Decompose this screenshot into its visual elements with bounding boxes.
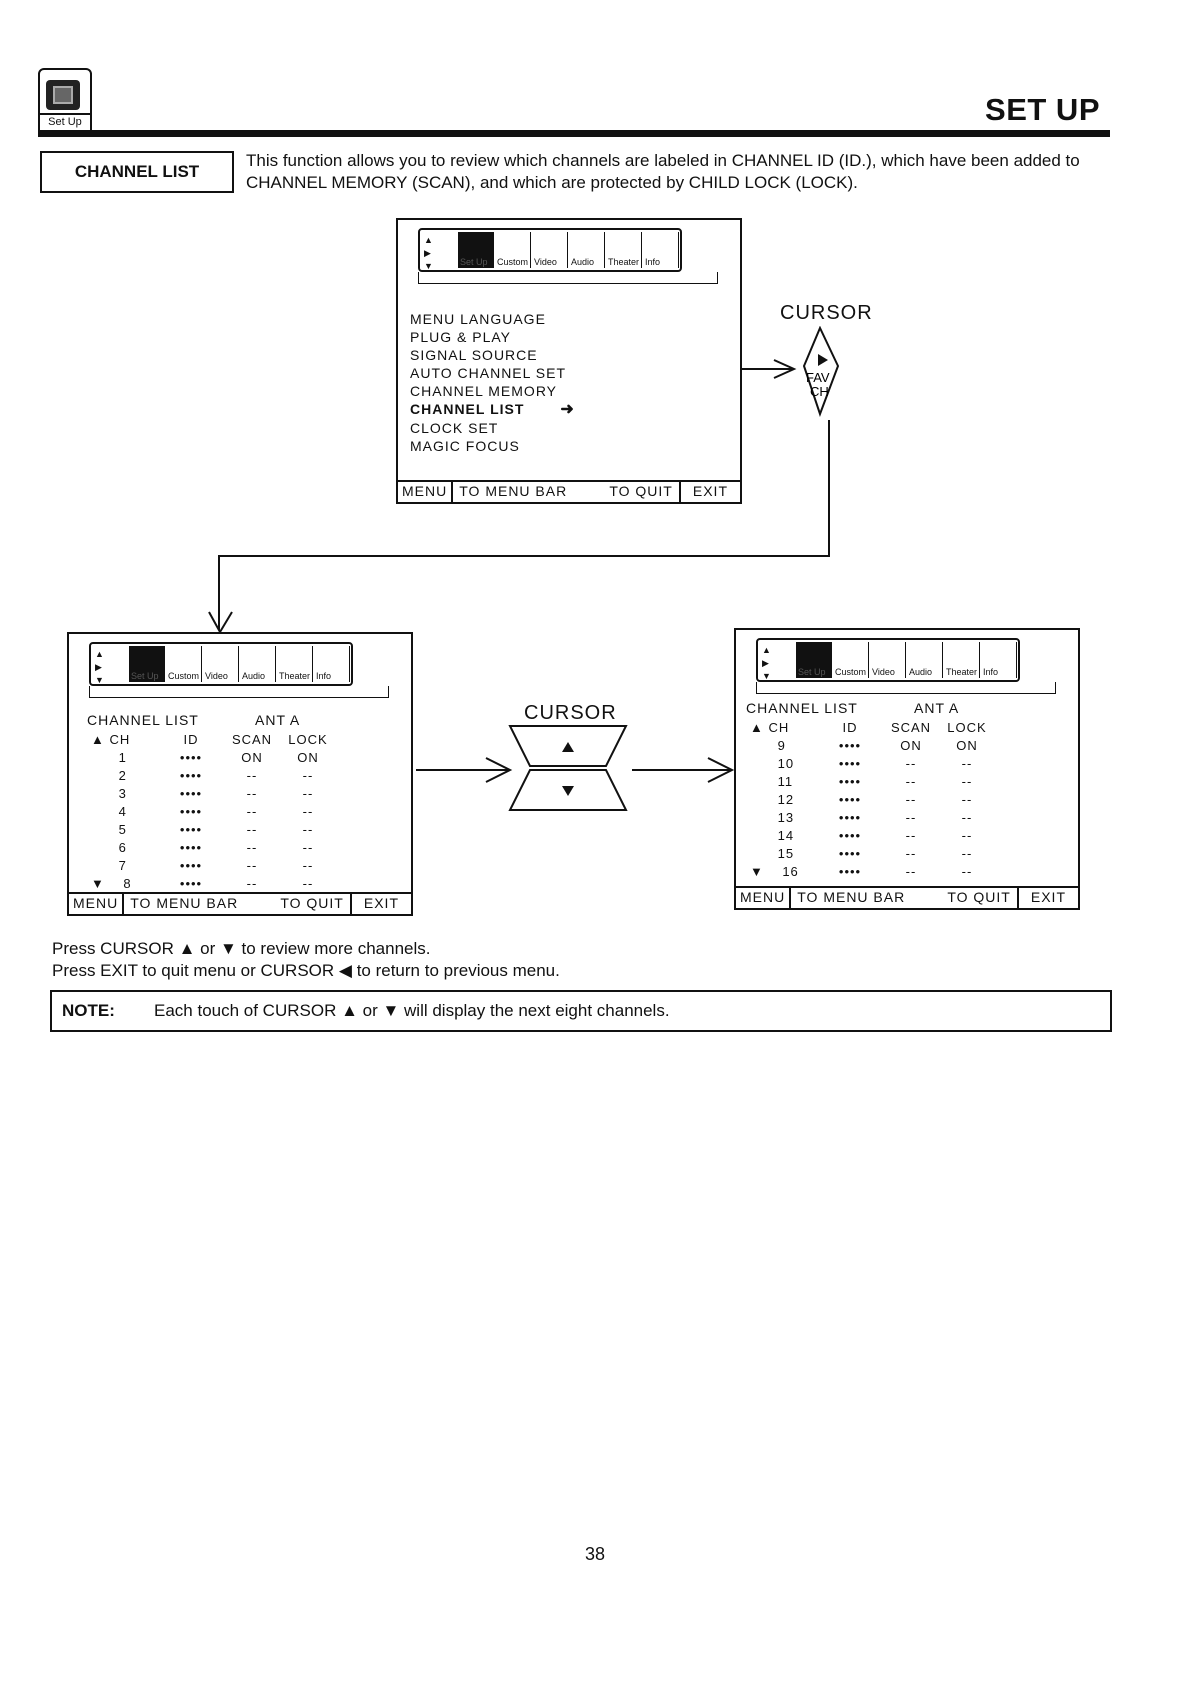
table-cell: -- <box>905 845 917 861</box>
table-cell: 3 <box>91 785 127 801</box>
section-description: This function allows you to review which channels are labeled in CHANNEL ID (ID.), which have been added to CHANNEL MEMORY (SCAN), and which are protected by CHILD LOCK (LOCK). <box>246 151 1080 192</box>
table-cell: •••• <box>179 875 203 891</box>
menu-bar-underline <box>418 272 718 284</box>
column-header: ID <box>183 731 199 747</box>
channel-list-title: CHANNEL LIST <box>746 700 858 716</box>
table-row <box>750 772 992 790</box>
cursor-fav-text: FAV <box>806 370 830 385</box>
menu-tab-label: Audio <box>242 671 266 681</box>
table-cell: -- <box>302 875 314 891</box>
status-to-menu-bar: TO MENU BAR <box>797 889 906 905</box>
menu-tab-label: Audio <box>909 667 933 677</box>
menu-tab-set-up[interactable] <box>129 646 165 682</box>
channel-list-antenna: ANT A <box>914 700 960 716</box>
main-menu-list <box>410 310 575 455</box>
menu-tab-label: Custom <box>168 671 200 681</box>
menu-tab-set-up[interactable] <box>796 642 832 678</box>
table-cell: -- <box>302 839 314 855</box>
status-to-quit: TO QUIT <box>947 889 1011 905</box>
table-cell: •••• <box>179 839 203 855</box>
status-exit: EXIT <box>692 483 728 499</box>
table-cell: 10 <box>750 755 795 771</box>
table-cell: -- <box>961 827 973 843</box>
section-label: CHANNEL LIST <box>40 151 234 193</box>
menu-tab-label: Set Up <box>798 667 826 677</box>
status-menu: MENU <box>736 888 791 908</box>
menu-tab-label: Video <box>872 667 895 677</box>
table-cell: •••• <box>838 827 862 843</box>
status-to-quit: TO QUIT <box>280 895 344 911</box>
table-cell: •••• <box>838 791 862 807</box>
menu-tab-theater[interactable] <box>606 232 642 268</box>
table-cell: -- <box>961 755 973 771</box>
osd-channel-list-2 <box>734 628 1080 910</box>
table-cell: -- <box>905 809 917 825</box>
status-to-menu-bar: TO MENU BAR <box>130 895 239 911</box>
table-row <box>91 838 333 856</box>
table-row <box>750 736 992 754</box>
note-label: NOTE: <box>62 1001 115 1020</box>
tv-screen-icon <box>46 80 80 110</box>
table-cell: -- <box>246 785 258 801</box>
table-row <box>91 874 333 892</box>
table-cell: -- <box>905 755 917 771</box>
page-number: 38 <box>584 1544 606 1564</box>
menu-tab-label: Info <box>983 667 999 677</box>
menu-item[interactable]: PLUG & PLAY <box>410 329 512 345</box>
table-row <box>750 808 992 826</box>
table-cell: 13 <box>750 809 795 825</box>
table-cell: 11 <box>750 773 794 789</box>
table-row <box>91 748 333 766</box>
table-cell: -- <box>246 857 258 873</box>
menu-icon-bar <box>756 638 1020 682</box>
instruction-line: Press EXIT to quit menu or CURSOR ◀ to return to previous menu. <box>52 961 560 980</box>
menu-tab-audio[interactable] <box>907 642 943 678</box>
menu-tab-video[interactable] <box>532 232 568 268</box>
table-cell: •••• <box>179 857 203 873</box>
table-row <box>750 754 992 772</box>
table-cell: 6 <box>91 839 127 855</box>
menu-tab-label: Theater <box>279 671 311 681</box>
table-cell: ON <box>900 737 922 753</box>
table-cell: -- <box>961 809 973 825</box>
menu-tab-info[interactable] <box>643 232 679 268</box>
table-cell: ON <box>956 737 978 753</box>
table-cell: •••• <box>838 809 862 825</box>
table-cell: ▼ 8 <box>91 875 132 891</box>
header-rule <box>38 130 1110 137</box>
table-cell: •••• <box>179 821 203 837</box>
table-cell: -- <box>961 863 973 879</box>
menu-tab-custom[interactable] <box>166 646 202 682</box>
menu-item[interactable]: SIGNAL SOURCE <box>410 347 538 363</box>
status-to-menu-bar: TO MENU BAR <box>459 483 568 499</box>
selected-arrow-icon: ➜ <box>560 401 575 418</box>
cursor-arrows-icon: ▲ ▶ ▼ <box>762 645 771 681</box>
channel-table <box>750 718 992 880</box>
table-cell: ON <box>297 749 319 765</box>
table-cell: •••• <box>179 785 203 801</box>
cursor-mid-label: CURSOR <box>524 702 617 724</box>
menu-tab-label: Info <box>645 257 661 267</box>
column-header: SCAN <box>231 731 273 747</box>
menu-tab-custom[interactable] <box>495 232 531 268</box>
menu-icon-bar <box>418 228 682 272</box>
table-cell: •••• <box>838 845 862 861</box>
channel-list-title: CHANNEL LIST <box>87 712 199 728</box>
table-cell: -- <box>246 803 258 819</box>
menu-tab-label: Theater <box>608 257 640 267</box>
cursor-arrows-icon: ▲ ▶ ▼ <box>424 235 433 271</box>
column-header: ▲ CH <box>91 731 131 747</box>
table-cell: •••• <box>179 749 203 765</box>
menu-status-bar <box>69 892 411 914</box>
table-row <box>750 862 992 880</box>
table-row <box>750 790 992 808</box>
status-menu: MENU <box>69 894 124 914</box>
status-to-quit: TO QUIT <box>609 483 673 499</box>
column-header: ID <box>842 719 858 735</box>
table-cell: -- <box>905 827 917 843</box>
menu-tab-label: Set Up <box>131 671 159 681</box>
table-cell: -- <box>905 773 917 789</box>
menu-tab-label: Video <box>534 257 557 267</box>
menu-item[interactable]: MENU LANGUAGE <box>410 311 546 327</box>
table-cell: -- <box>302 767 314 783</box>
instruction-line: Press CURSOR ▲ or ▼ to review more channels. <box>52 939 431 958</box>
menu-item[interactable]: AUTO CHANNEL SET <box>410 365 567 381</box>
table-cell: 1 <box>91 749 127 765</box>
table-cell: •••• <box>838 863 862 879</box>
table-cell: •••• <box>179 767 203 783</box>
column-header: SCAN <box>890 719 932 735</box>
menu-tab-theater[interactable] <box>944 642 980 678</box>
cursor-top-label: CURSOR <box>780 302 873 324</box>
table-row <box>91 766 333 784</box>
osd-channel-list-1 <box>67 632 413 916</box>
table-cell: •••• <box>838 755 862 771</box>
menu-item[interactable]: CHANNEL LIST ➜ <box>410 401 575 418</box>
menu-status-bar <box>736 886 1078 908</box>
menu-tab-label: Audio <box>571 257 595 267</box>
status-exit: EXIT <box>363 895 399 911</box>
setup-icon <box>38 68 92 132</box>
table-cell: 2 <box>91 767 127 783</box>
menu-tab-theater[interactable] <box>277 646 313 682</box>
menu-item[interactable]: CHANNEL MEMORY <box>410 383 558 399</box>
table-row <box>750 844 992 862</box>
menu-tab-audio[interactable] <box>569 232 605 268</box>
table-cell: -- <box>961 845 973 861</box>
column-header: LOCK <box>947 719 987 735</box>
osd-main-menu <box>396 218 742 504</box>
table-cell: -- <box>246 821 258 837</box>
menu-bar-underline <box>756 682 1056 694</box>
note-box <box>50 990 1112 1032</box>
column-header: ▲ CH <box>750 719 790 735</box>
table-cell: ON <box>241 749 263 765</box>
menu-status-bar <box>398 480 740 502</box>
cursor-up-down-icon[interactable] <box>506 722 630 814</box>
menu-item[interactable]: CLOCK SET <box>410 420 499 436</box>
menu-tab-label: Theater <box>946 667 978 677</box>
status-menu: MENU <box>398 482 453 502</box>
table-cell: -- <box>905 791 917 807</box>
menu-tab-label: Custom <box>835 667 867 677</box>
table-cell: -- <box>246 839 258 855</box>
table-cell: 5 <box>91 821 127 837</box>
cursor-arrows-icon: ▲ ▶ ▼ <box>95 649 104 685</box>
table-cell: -- <box>302 803 314 819</box>
cursor-fav-icon[interactable] <box>800 326 848 418</box>
table-cell: -- <box>246 875 258 891</box>
table-cell: -- <box>302 821 314 837</box>
menu-tab-info[interactable] <box>981 642 1017 678</box>
table-row <box>91 802 333 820</box>
channel-table <box>91 730 333 892</box>
note-text: Each touch of CURSOR ▲ or ▼ will display the next eight channels. <box>154 1001 670 1020</box>
menu-tab-label: Video <box>205 671 228 681</box>
menu-tab-custom[interactable] <box>833 642 869 678</box>
table-row <box>91 820 333 838</box>
menu-tab-info[interactable] <box>314 646 350 682</box>
table-cell: ▼ 16 <box>750 863 799 879</box>
table-cell: •••• <box>838 737 862 753</box>
table-row <box>750 826 992 844</box>
table-cell: 9 <box>750 737 786 753</box>
menu-tab-set-up[interactable] <box>458 232 494 268</box>
table-cell: •••• <box>179 803 203 819</box>
table-cell: -- <box>961 791 973 807</box>
table-cell: 4 <box>91 803 127 819</box>
menu-tab-label: Info <box>316 671 332 681</box>
channel-list-antenna: ANT A <box>255 712 301 728</box>
table-row <box>91 784 333 802</box>
table-cell: -- <box>961 773 973 789</box>
menu-tab-audio[interactable] <box>240 646 276 682</box>
cursor-ch-text: CH <box>810 384 829 399</box>
menu-icon-bar <box>89 642 353 686</box>
menu-tab-label: Custom <box>497 257 529 267</box>
menu-tab-video[interactable] <box>870 642 906 678</box>
menu-item[interactable]: MAGIC FOCUS <box>410 438 520 454</box>
table-cell: -- <box>302 785 314 801</box>
table-cell: -- <box>246 767 258 783</box>
menu-tab-label: Set Up <box>460 257 488 267</box>
table-cell: -- <box>905 863 917 879</box>
setup-icon-caption: Set Up <box>40 113 90 130</box>
status-exit: EXIT <box>1030 889 1066 905</box>
table-cell: 12 <box>750 791 795 807</box>
table-cell: 15 <box>750 845 795 861</box>
table-cell: 7 <box>91 857 127 873</box>
instructions <box>52 938 560 982</box>
menu-bar-underline <box>89 686 389 698</box>
table-cell: 14 <box>750 827 795 843</box>
table-cell: -- <box>302 857 314 873</box>
menu-tab-video[interactable] <box>203 646 239 682</box>
column-header: LOCK <box>288 731 328 747</box>
page-title: SET UP <box>985 92 1100 127</box>
table-row <box>91 856 333 874</box>
table-cell: •••• <box>838 773 862 789</box>
